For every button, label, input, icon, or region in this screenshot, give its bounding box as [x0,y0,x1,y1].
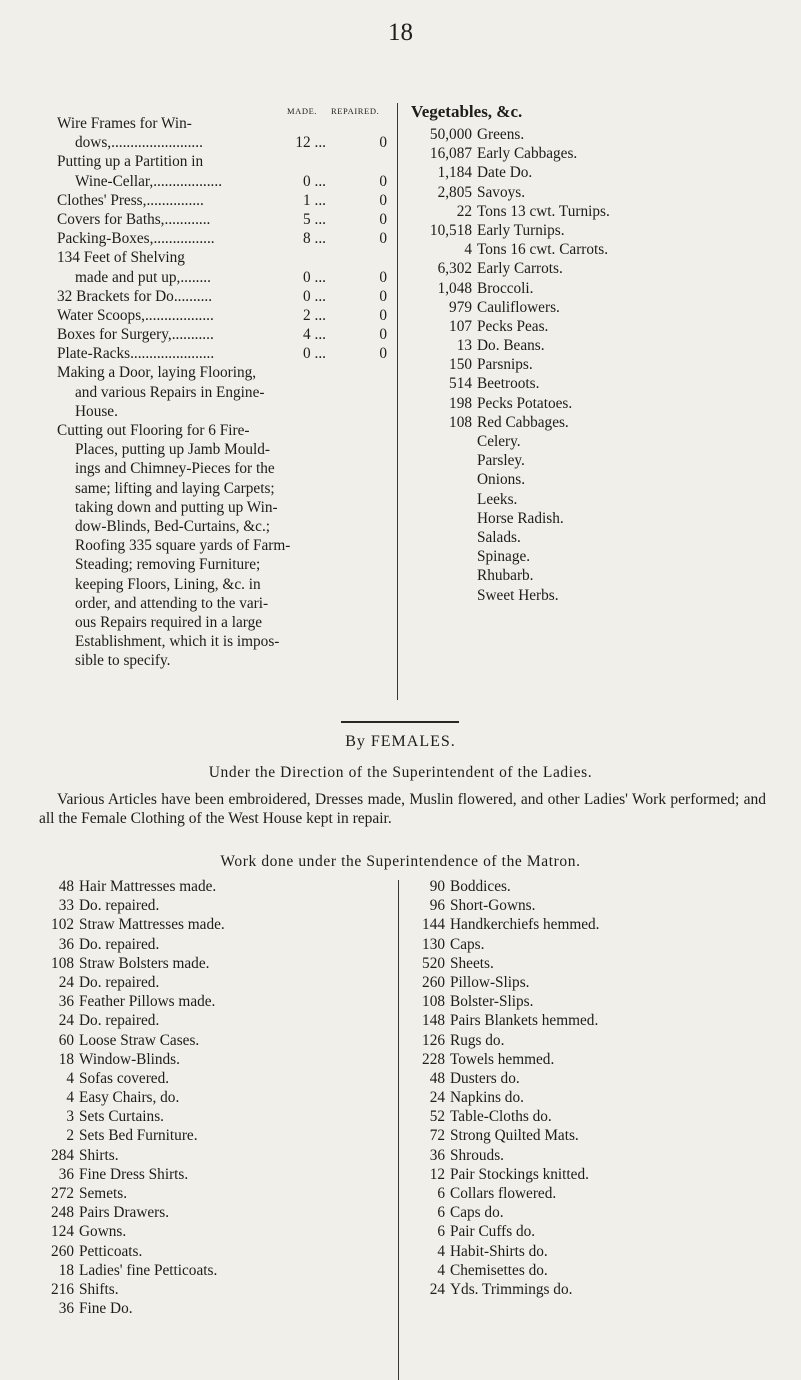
matron-list-item [411,992,781,1011]
vegetable-row [411,509,771,528]
carpentry-note-line: ings and Chimney-Pieces for the [75,460,275,478]
item-text: Petticoats. [79,1242,143,1260]
item-qty: 6 [437,1223,445,1241]
matron-list-item [40,1069,380,1088]
item-text: Chemisettes do. [450,1261,548,1279]
vegetable-name: Horse Radish. [477,509,564,527]
item-qty: 148 [422,1012,445,1030]
repaired-heading: REPAIRED. [331,106,380,116]
item-text: Habit-Shirts do. [450,1242,548,1260]
matron-list-item [40,1280,380,1299]
item-qty: 248 [51,1204,74,1222]
ladies-paragraph: Various Articles have been embroidered, Dresses made, Muslin flowered, and other Ladies' Work performed; and all the Female Clothing of the West House kept in repair. [39,791,766,828]
matron-list-item [40,1107,380,1126]
item-qty: 124 [51,1223,74,1241]
vegetable-row [411,298,771,317]
matron-list-item [411,935,781,954]
vegetable-qty: 22 [456,202,472,220]
carpentry-item-line: Putting up a Partition in [57,153,204,171]
item-qty: 24 [429,1089,445,1107]
carpentry-item [57,306,387,325]
vegetable-row [411,394,771,413]
vegetable-qty: 514 [449,375,472,393]
carpentry-item-label: Covers for Baths,............ [57,210,211,228]
item-qty: 48 [58,878,74,895]
vegetable-qty: 198 [449,394,472,412]
item-qty: 130 [422,935,445,953]
carpentry-note-line: Roofing 335 square yards of Farm- [75,537,291,555]
vegetable-name: Tons 13 cwt. Turnips. [477,202,610,220]
item-text: Strong Quilted Mats. [450,1127,579,1145]
matron-list-item [40,877,380,896]
carpentry-item-label: Clothes' Press,............... [57,191,204,209]
item-qty: 36 [429,1146,445,1164]
item-qty: 52 [429,1108,445,1126]
vegetables-title: Vegetables, &c. [411,102,523,121]
vegetable-name: Do. Beans. [477,337,545,355]
vegetable-qty: 16,087 [429,145,472,163]
vegetable-qty: 10,518 [429,221,472,239]
repaired-count: 0 [379,191,387,209]
item-text: Sets Curtains. [79,1108,164,1126]
item-qty: 96 [429,897,445,915]
item-text: Straw Bolsters made. [79,954,210,972]
vegetable-name: Beetroots. [477,375,540,393]
carpentry-item-label: Boxes for Surgery,........... [57,326,214,344]
carpentry-item [57,325,387,344]
vegetable-qty: 13 [456,337,472,355]
matron-list-item [40,954,380,973]
matron-list-item [411,1069,781,1088]
vegetable-row [411,163,771,182]
page-number: 18 [388,19,413,46]
item-text: Do. repaired. [79,1012,160,1030]
item-text: Table-Cloths do. [450,1108,552,1126]
item-text: Towels hemmed. [450,1050,555,1068]
repaired-count: 0 [379,268,387,286]
vegetable-row [411,528,771,547]
carpentry-note-line: keeping Floors, Lining, &c. in [75,575,261,593]
matron-list-item [411,1222,781,1241]
item-text: Do. repaired. [79,935,160,953]
carpentry-note-line: House. [75,402,118,420]
matron-list-item [40,896,380,915]
item-text: Sofas covered. [79,1069,170,1087]
vegetable-row [411,355,771,374]
vegetable-row [411,221,771,240]
item-qty: 24 [429,1280,445,1298]
vegetable-qty: 150 [449,356,472,374]
carpentry-note-line: Steading; removing Furniture; [75,556,261,574]
vegetable-qty: 108 [449,413,472,431]
item-text: Do. repaired. [79,973,160,991]
carpentry-item-label: Packing-Boxes,................ [57,230,215,248]
carpentry-item [57,191,387,210]
item-qty: 18 [58,1261,74,1279]
item-text: Napkins do. [450,1089,524,1107]
carpentry-note-line: and various Repairs in Engine- [75,383,265,401]
carpentry-item-label: 32 Brackets for Do.......... [57,287,213,305]
item-text: Shifts. [79,1280,119,1298]
vegetable-row [411,566,771,585]
carpentry-note-line: sible to specify. [75,652,171,670]
vegetable-qty: 6,302 [437,260,472,278]
item-text: Easy Chairs, do. [79,1089,180,1107]
matron-list-item [40,1299,380,1318]
matron-list-item [411,1184,781,1203]
matron-list-left [40,877,380,1318]
vegetable-name: Onions. [477,471,526,489]
repaired-count: 0 [379,306,387,324]
vegetable-name: Early Cabbages. [477,145,578,163]
matron-list-item [411,1242,781,1261]
item-qty: 216 [51,1280,74,1298]
matron-list-item [40,1031,380,1050]
matron-list-item [411,973,781,992]
item-qty: 60 [58,1031,74,1049]
vegetable-qty: 2,805 [437,183,472,201]
item-qty: 12 [429,1165,445,1183]
carpentry-note-line: Places, putting up Jamb Mould- [75,441,271,459]
item-qty: 102 [51,916,74,934]
vegetable-row [411,202,771,221]
vegetable-name: Red Cabbages. [477,413,569,431]
made-count: 0 ... [303,287,326,305]
vegetable-name: Salads. [477,528,521,546]
carpentry-notes [57,363,387,670]
item-text: Ladies' fine Petticoats. [79,1261,218,1279]
carpentry-column-headings [57,102,387,114]
matron-list-item [40,973,380,992]
item-qty: 4 [437,1242,445,1260]
column-divider-top [397,103,398,700]
vegetable-qty: 4 [464,241,472,259]
made-count: 12 ... [295,134,326,152]
item-qty: 24 [58,973,74,991]
carpentry-note-line: dow-Blinds, Bed-Curtains, &c.; [75,517,271,535]
carpentry-item-label: made and put up,........ [75,268,211,286]
item-text: Feather Pillows made. [79,993,216,1011]
vegetable-name: Early Carrots. [477,260,563,278]
matron-list-item [411,915,781,934]
carpentry-item [57,210,387,229]
item-text: Caps do. [450,1204,504,1222]
item-qty: 4 [66,1069,74,1087]
section-divider [341,721,459,723]
item-qty: 272 [51,1185,74,1202]
matron-list-item [411,1011,781,1030]
item-text: Window-Blinds. [79,1050,180,1068]
repaired-count: 0 [379,326,387,344]
carpentry-note-line: Cutting out Flooring for 6 Fire- [57,422,250,439]
matron-list-item [411,896,781,915]
carpentry-item-label: Plate-Racks...................... [57,345,215,363]
item-qty: 48 [429,1069,445,1087]
matron-list-item [40,1011,380,1030]
item-qty: 2 [66,1127,74,1145]
item-text: Pillow-Slips. [450,973,530,991]
matron-list-item [411,1107,781,1126]
repaired-count: 0 [379,345,387,363]
vegetable-row [411,451,771,470]
carpentry-note-line: same; lifting and laying Carpets; [75,479,275,497]
carpentry-item-label: dows,........................ [75,134,203,152]
matron-list-item [411,1088,781,1107]
item-qty: 36 [58,935,74,953]
carpentry-note-line: ous Repairs required in a large [75,613,263,631]
item-text: Sets Bed Furniture. [79,1127,198,1145]
item-qty: 90 [429,878,445,895]
vegetable-name: Pecks Potatoes. [477,394,573,412]
item-qty: 3 [66,1108,74,1126]
females-heading: By FEMALES. [345,733,456,750]
carpentry-list [57,102,387,670]
vegetable-qty: 1,048 [437,279,472,297]
made-count: 5 ... [303,210,326,228]
matron-list-item [40,1242,380,1261]
carpentry-item [57,229,387,248]
item-text: Short-Gowns. [450,897,536,915]
item-text: Sheets. [450,954,494,972]
vegetable-row [411,240,771,259]
vegetable-row [411,183,771,202]
item-qty: 126 [422,1031,445,1049]
matron-list-item [411,1050,781,1069]
vegetable-name: Parsnips. [477,356,533,374]
carpentry-rows [57,114,387,363]
made-heading: MADE. [287,106,318,116]
item-text: Dusters do. [450,1069,520,1087]
vegetable-name: Sweet Herbs. [477,586,559,604]
matron-heading: Work done under the Superintendence of the Matron. [220,853,581,870]
column-divider-bottom [398,880,399,1380]
item-qty: 108 [51,954,74,972]
vegetable-row [411,490,771,509]
item-text: Yds. Trimmings do. [450,1280,573,1298]
made-count: 2 ... [303,306,326,324]
vegetable-qty: 1,184 [437,164,472,182]
carpentry-item [57,287,387,306]
item-text: Pairs Blankets hemmed. [450,1012,599,1030]
carpentry-item-line: 134 Feet of Shelving [57,249,185,267]
carpentry-item [57,133,387,152]
vegetable-row [411,547,771,566]
carpentry-note-line: Establishment, which it is impos- [75,633,280,651]
item-qty: 228 [422,1050,445,1068]
vegetable-name: Pecks Peas. [477,317,549,335]
item-text: Handkerchiefs hemmed. [450,916,600,934]
item-qty: 4 [437,1261,445,1279]
vegetable-qty: 979 [449,298,472,316]
vegetables-list [411,102,771,605]
vegetable-row [411,317,771,336]
matron-list-right [411,877,781,1299]
item-text: Loose Straw Cases. [79,1031,200,1049]
vegetable-row [411,125,771,144]
matron-list-item [411,1280,781,1299]
item-qty: 6 [437,1204,445,1222]
matron-list-item [40,1146,380,1165]
item-text: Do. repaired. [79,897,160,915]
matron-list-item [40,1126,380,1145]
carpentry-note-line: taking down and putting up Win- [75,498,278,516]
vegetable-name: Celery. [477,433,521,450]
item-text: Pair Stockings knitted. [450,1165,589,1183]
matron-list-item [411,1146,781,1165]
item-text: Gowns. [79,1223,127,1241]
vegetable-row [411,279,771,298]
item-text: Hair Mattresses made. [79,878,217,895]
item-qty: 36 [58,993,74,1011]
matron-list-item [40,1088,380,1107]
item-text: Shirts. [79,1146,119,1164]
carpentry-note-line: order, and attending to the vari- [75,594,269,612]
item-text: Bolster-Slips. [450,993,534,1011]
item-text: Boddices. [450,878,511,895]
vegetable-qty: 50,000 [429,126,472,143]
matron-list-item [411,954,781,973]
matron-list-item [40,1261,380,1280]
vegetable-row [411,586,771,605]
carpentry-item-line: Wire Frames for Win- [57,115,192,132]
vegetable-name: Savoys. [477,183,526,201]
repaired-count: 0 [379,210,387,228]
vegetable-name: Cauliflowers. [477,298,560,316]
item-qty: 6 [437,1185,445,1202]
vegetable-qty: 107 [449,317,472,335]
vegetable-name: Tons 16 cwt. Carrots. [477,241,609,259]
made-count: 0 ... [303,345,326,363]
superintendent-heading: Under the Direction of the Superintendent of the Ladies. [208,764,593,781]
carpentry-item [57,172,387,191]
vegetable-row [411,144,771,163]
vegetable-row [411,374,771,393]
matron-list-item [411,877,781,896]
repaired-count: 0 [379,230,387,248]
carpentry-item [57,344,387,363]
item-qty: 18 [58,1050,74,1068]
repaired-count: 0 [379,287,387,305]
item-text: Semets. [79,1185,128,1202]
made-count: 1 ... [303,191,326,209]
repaired-count: 0 [379,172,387,190]
vegetable-name: Date Do. [477,164,533,182]
vegetable-name: Early Turnips. [477,221,565,239]
vegetable-row [411,470,771,489]
carpentry-item [57,268,387,287]
item-text: Rugs do. [450,1031,505,1049]
item-qty: 284 [51,1146,74,1164]
matron-list-item [411,1203,781,1222]
made-count: 8 ... [303,230,326,248]
item-qty: 4 [66,1089,74,1107]
item-qty: 108 [422,993,445,1011]
item-text: Shrouds. [450,1146,504,1164]
made-count: 0 ... [303,172,326,190]
item-qty: 33 [58,897,74,915]
vegetable-name: Leeks. [477,490,518,508]
item-qty: 520 [422,954,445,972]
matron-list-item [411,1126,781,1145]
vegetable-name: Rhubarb. [477,567,534,585]
vegetables-rows [411,125,771,605]
matron-list-item [40,1050,380,1069]
carpentry-item-label: Water Scoops,.................. [57,306,214,324]
item-text: Pairs Drawers. [79,1204,170,1222]
item-qty: 72 [429,1127,445,1145]
item-text: Fine Dress Shirts. [79,1165,189,1183]
item-qty: 36 [58,1300,74,1318]
item-text: Collars flowered. [450,1185,557,1202]
vegetable-name: Broccoli. [477,279,534,297]
made-count: 4 ... [303,326,326,344]
matron-list-item [40,1184,380,1203]
matron-list-item [40,1165,380,1184]
vegetable-name: Spinage. [477,548,531,566]
matron-list-item [40,935,380,954]
vegetable-row [411,432,771,451]
matron-list-item [411,1165,781,1184]
item-qty: 24 [58,1012,74,1030]
item-qty: 36 [58,1165,74,1183]
item-text: Fine Do. [79,1300,133,1318]
item-text: Caps. [450,935,485,953]
vegetable-row [411,413,771,432]
item-qty: 144 [422,916,445,934]
item-qty: 260 [51,1242,74,1260]
vegetable-row [411,336,771,355]
matron-list-item [40,1203,380,1222]
vegetable-name: Parsley. [477,452,525,470]
matron-list-item [411,1031,781,1050]
matron-list-item [411,1261,781,1280]
vegetable-row [411,259,771,278]
matron-list-item [40,1222,380,1241]
carpentry-note-line: Making a Door, laying Flooring, [57,364,257,382]
item-text: Straw Mattresses made. [79,916,225,934]
item-qty: 260 [422,973,445,991]
vegetable-name: Greens. [477,126,525,143]
matron-list-item [40,915,380,934]
carpentry-item-label: Wine-Cellar,.................. [75,172,223,190]
item-text: Pair Cuffs do. [450,1223,536,1241]
repaired-count: 0 [379,134,387,152]
matron-list-item [40,992,380,1011]
made-count: 0 ... [303,268,326,286]
